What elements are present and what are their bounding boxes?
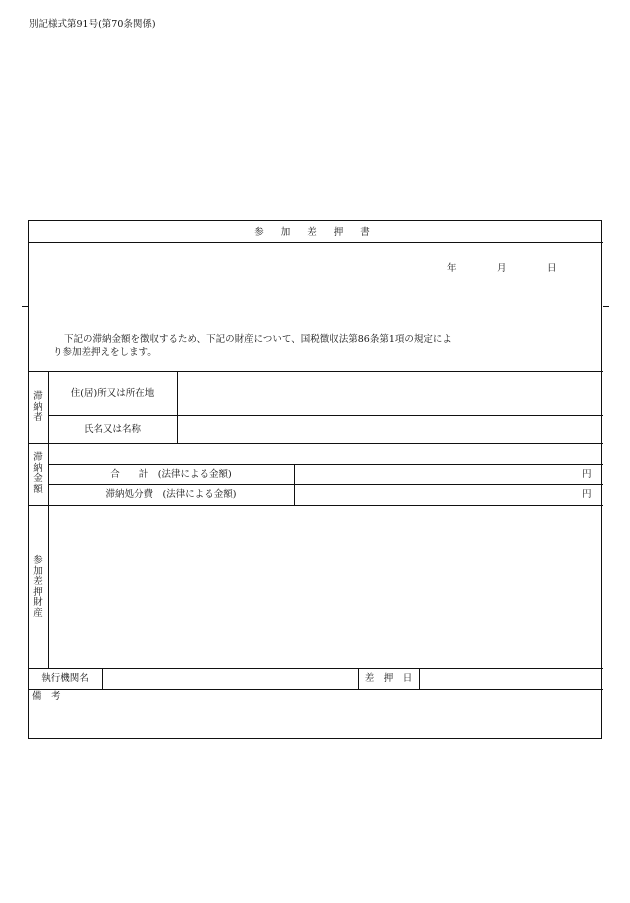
date-day: 日 (547, 263, 557, 274)
date-year: 年 (447, 263, 457, 274)
address-label: 住(居)所又は所在地 (70, 388, 155, 399)
amount-mid-divider (48, 484, 603, 485)
remarks-field[interactable] (30, 704, 600, 737)
fee-yen-unit: 円 (582, 489, 592, 500)
amount-label-line (294, 464, 295, 505)
address-field[interactable] (182, 388, 597, 400)
name-field[interactable] (182, 424, 597, 436)
form-title: 参 加 差 押 書 (254, 227, 377, 238)
margin-mark-right (603, 306, 609, 307)
property-field[interactable] (50, 508, 600, 666)
address-divider (48, 415, 603, 416)
body-divider (28, 371, 603, 372)
body-text-line-2: り参加差押えをします。 (53, 347, 157, 358)
label-column-line (48, 371, 49, 668)
remarks-label: 備 考 (32, 691, 61, 702)
office-label: 執行機関名 (41, 673, 89, 684)
title-divider (28, 242, 603, 243)
date-month: 月 (497, 263, 507, 274)
total-label: 合 計 (法律による金額) (110, 469, 232, 480)
seizure-date-label: 差 押 日 (364, 673, 413, 684)
delinquent-divider (28, 443, 603, 444)
name-label: 氏名又は名称 (83, 424, 141, 435)
delinquent-label-line (177, 371, 178, 443)
body-text-line-1: 下記の滞納金額を徴収するため、下記の財産について、国税徴収法第86条第1項の規定によ (64, 334, 452, 345)
delinquent-label: 滞納者 (33, 391, 43, 423)
property-label: 参加差押財産 (33, 555, 43, 619)
form-number: 別記様式第91号(第70条関係) (29, 19, 156, 30)
office-field[interactable] (104, 670, 356, 687)
total-yen-unit: 円 (582, 469, 592, 480)
amount-label: 滞納金額 (33, 452, 43, 495)
property-divider (28, 668, 603, 669)
amount-top-divider (48, 464, 603, 465)
seizure-label-right-line (419, 668, 420, 689)
fee-label: 滞納処分費 (法律による金額) (105, 489, 237, 500)
office-divider (28, 689, 603, 690)
office-label-line (102, 668, 103, 689)
seizure-date-field[interactable] (421, 670, 601, 687)
amount-divider (28, 505, 603, 506)
